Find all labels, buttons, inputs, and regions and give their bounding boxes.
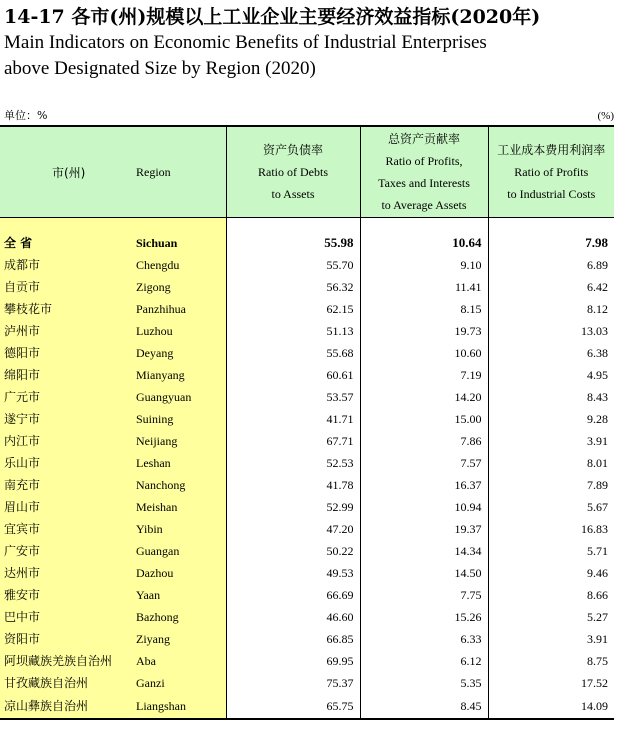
unit-label: 单位：% [4,109,48,122]
cost-ratio-value: 7.89 [488,474,614,496]
region-cn: 甘孜藏族自治州 [0,672,136,694]
table-row [0,298,614,320]
table-row [0,650,614,672]
region-en: Bazhong [136,606,226,628]
page-title-en-line2: above Designated Size by Region (2020) [4,58,316,79]
cost-ratio-value: 5.71 [488,540,614,562]
header-profit-ratio [360,126,488,218]
title-block [4,4,614,82]
table-row [0,672,614,694]
cost-ratio-value: 6.89 [488,254,614,276]
header-cost-en2: to Industrial Costs [507,187,596,201]
region-en: Yibin [136,518,226,540]
profit-ratio-value: 11.41 [360,276,488,298]
region-cn: 内江市 [0,430,136,452]
unit-label-en: (%) [597,110,614,122]
cost-ratio-value: 14.09 [488,694,614,719]
profit-ratio-value: 14.50 [360,562,488,584]
header-cost-ratio [488,126,614,218]
profit-ratio-value: 15.00 [360,408,488,430]
page-title-cn: 14-17 各市(州)规模以上工业企业主要经济效益指标(2020年) [4,6,541,28]
region-cn: 遂宁市 [0,408,136,430]
table-row [0,452,614,474]
region-en: Guangyuan [136,386,226,408]
cost-ratio-value: 6.38 [488,342,614,364]
profit-ratio-value: 10.64 [360,232,488,254]
debt-ratio-value: 41.71 [226,408,360,430]
debt-ratio-value: 66.85 [226,628,360,650]
table-row [0,430,614,452]
table-row [0,408,614,430]
profit-ratio-value: 8.15 [360,298,488,320]
header-region: Region [136,126,226,218]
cost-ratio-value: 9.28 [488,408,614,430]
cost-ratio-value: 3.91 [488,628,614,650]
profit-ratio-value: 7.57 [360,452,488,474]
table-row [0,364,614,386]
profit-ratio-value: 8.45 [360,694,488,719]
region-en: Liangshan [136,694,226,719]
debt-ratio-value: 50.22 [226,540,360,562]
debt-ratio-value: 53.57 [226,386,360,408]
region-en: Luzhou [136,320,226,342]
debt-ratio-value: 60.61 [226,364,360,386]
region-cn: 巴中市 [0,606,136,628]
table-row [0,474,614,496]
region-cn: 资阳市 [0,628,136,650]
profit-ratio-value: 7.75 [360,584,488,606]
profit-ratio-value: 19.37 [360,518,488,540]
region-en: Nanchong [136,474,226,496]
debt-ratio-value: 55.70 [226,254,360,276]
region-cn: 广安市 [0,540,136,562]
region-en: Leshan [136,452,226,474]
table-row [0,254,614,276]
debt-ratio-value: 46.60 [226,606,360,628]
region-cn: 泸州市 [0,320,136,342]
debt-ratio-value: 52.53 [226,452,360,474]
debt-ratio-value: 75.37 [226,672,360,694]
region-cn: 乐山市 [0,452,136,474]
region-cn: 宜宾市 [0,518,136,540]
cost-ratio-value: 5.27 [488,606,614,628]
header-debt-en1: Ratio of Debts [258,165,328,179]
cost-ratio-value: 8.12 [488,298,614,320]
table-row [0,276,614,298]
cost-ratio-value: 8.75 [488,650,614,672]
profit-ratio-value: 14.20 [360,386,488,408]
cost-ratio-value: 8.43 [488,386,614,408]
page-title-en-line1: Main Indicators on Economic Benefits of Industrial Enterprises [4,32,487,53]
region-en: Neijiang [136,430,226,452]
header-profit-cn: 总资产贡献率 [387,132,460,146]
table-row [0,496,614,518]
region-cn: 眉山市 [0,496,136,518]
profit-ratio-value: 6.12 [360,650,488,672]
cost-ratio-value: 4.95 [488,364,614,386]
profit-ratio-value: 7.19 [360,364,488,386]
debt-ratio-value: 65.75 [226,694,360,719]
header-city: 市(州) [0,126,136,218]
debt-ratio-value: 47.20 [226,518,360,540]
debt-ratio-value: 67.71 [226,430,360,452]
region-en: Mianyang [136,364,226,386]
profit-ratio-value: 5.35 [360,672,488,694]
profit-ratio-value: 14.34 [360,540,488,562]
header-debt-ratio [226,126,360,218]
debt-ratio-value: 51.13 [226,320,360,342]
cost-ratio-value: 3.91 [488,430,614,452]
region-en: Zigong [136,276,226,298]
region-cn: 全 省 [0,232,136,254]
profit-ratio-value: 10.94 [360,496,488,518]
header-profit-en1: Ratio of Profits, [385,154,463,168]
region-en: Deyang [136,342,226,364]
table-row [0,562,614,584]
cost-ratio-value: 17.52 [488,672,614,694]
region-cn: 绵阳市 [0,364,136,386]
region-en: Sichuan [136,232,226,254]
profit-ratio-value: 16.37 [360,474,488,496]
profit-ratio-value: 15.26 [360,606,488,628]
cost-ratio-value: 8.01 [488,452,614,474]
profit-ratio-value: 19.73 [360,320,488,342]
region-cn: 达州市 [0,562,136,584]
debt-ratio-value: 41.78 [226,474,360,496]
table-row [0,628,614,650]
debt-ratio-value: 69.95 [226,650,360,672]
profit-ratio-value: 6.33 [360,628,488,650]
region-cn: 广元市 [0,386,136,408]
debt-ratio-value: 62.15 [226,298,360,320]
table-row [0,386,614,408]
header-cost-en1: Ratio of Profits [514,165,589,179]
unit-row [4,107,614,125]
table-header-row [0,126,614,218]
cost-ratio-value: 5.67 [488,496,614,518]
debt-ratio-value: 49.53 [226,562,360,584]
table-row [0,540,614,562]
region-en: Chengdu [136,254,226,276]
region-cn: 阿坝藏族羌族自治州 [0,650,136,672]
cost-ratio-value: 7.98 [488,232,614,254]
cost-ratio-value: 16.83 [488,518,614,540]
header-debt-cn: 资产负债率 [262,143,323,157]
region-cn: 成都市 [0,254,136,276]
header-cost-cn: 工业成本费用利润率 [497,143,606,157]
region-cn: 自贡市 [0,276,136,298]
region-en: Ziyang [136,628,226,650]
indicators-table [0,125,614,720]
region-en: Guangan [136,540,226,562]
table-row [0,584,614,606]
region-en: Dazhou [136,562,226,584]
profit-ratio-value: 7.86 [360,430,488,452]
region-cn: 凉山彝族自治州 [0,694,136,719]
region-en: Panzhihua [136,298,226,320]
table-row [0,694,614,719]
table-row-total [0,232,614,254]
header-debt-en2: to Assets [271,187,315,201]
region-en: Suining [136,408,226,430]
profit-ratio-value: 10.60 [360,342,488,364]
region-en: Ganzi [136,672,226,694]
cost-ratio-value: 13.03 [488,320,614,342]
debt-ratio-value: 55.98 [226,232,360,254]
debt-ratio-value: 66.69 [226,584,360,606]
cost-ratio-value: 8.66 [488,584,614,606]
cost-ratio-value: 9.46 [488,562,614,584]
header-profit-en3: to Average Assets [381,198,467,212]
region-en: Meishan [136,496,226,518]
profit-ratio-value: 9.10 [360,254,488,276]
region-en: Yaan [136,584,226,606]
region-cn: 雅安市 [0,584,136,606]
table-row [0,342,614,364]
table-row [0,606,614,628]
debt-ratio-value: 52.99 [226,496,360,518]
region-cn: 南充市 [0,474,136,496]
debt-ratio-value: 56.32 [226,276,360,298]
spacer-row [0,218,614,233]
table-row [0,320,614,342]
cost-ratio-value: 6.42 [488,276,614,298]
region-cn: 攀枝花市 [0,298,136,320]
region-en: Aba [136,650,226,672]
debt-ratio-value: 55.68 [226,342,360,364]
region-cn: 德阳市 [0,342,136,364]
header-profit-en2: Taxes and Interests [378,176,470,190]
table-row [0,518,614,540]
